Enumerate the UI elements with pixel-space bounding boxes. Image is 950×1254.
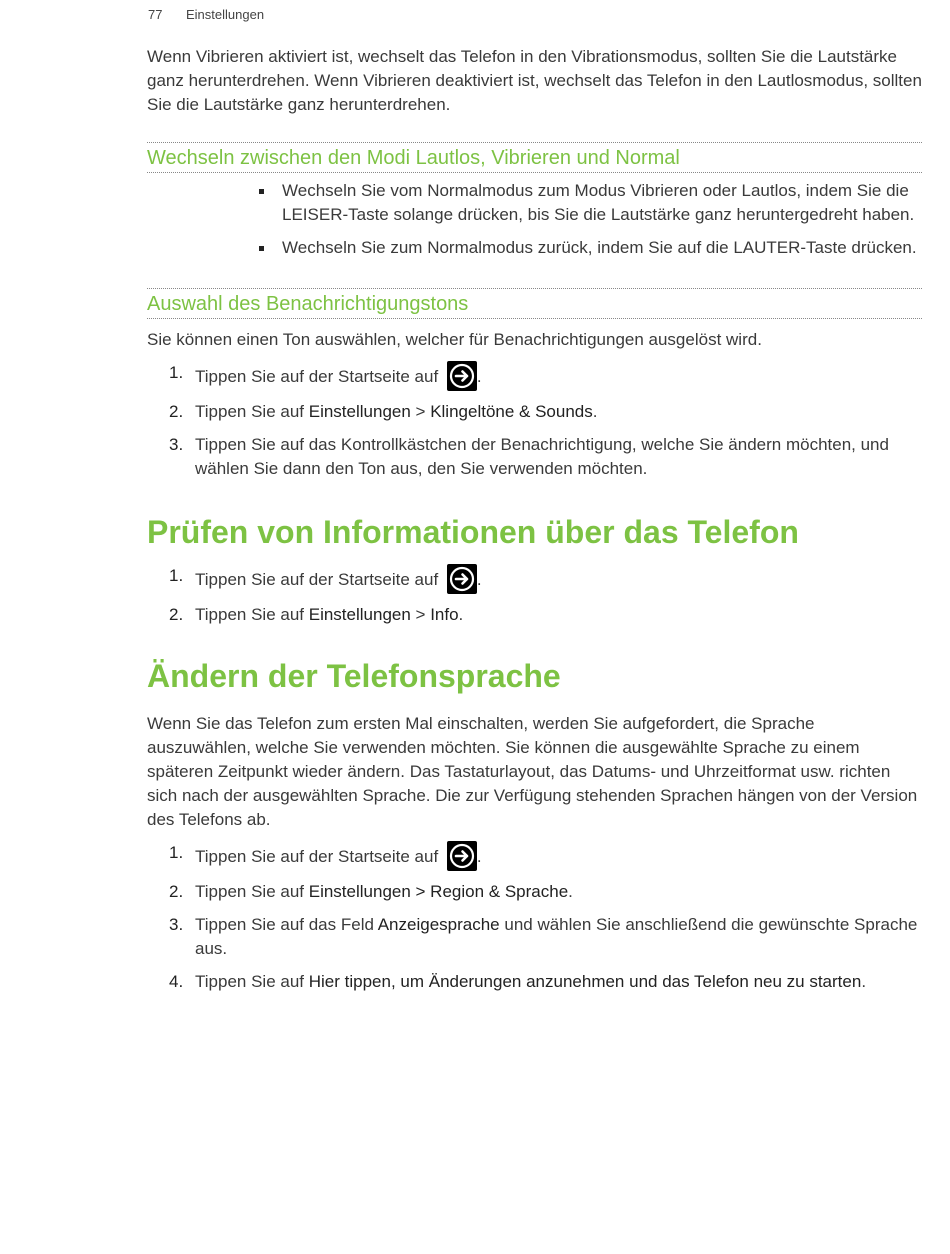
arrow-right-circle-icon <box>447 564 477 594</box>
step-text: . <box>592 402 598 421</box>
step-text-after: . <box>476 367 482 386</box>
step-number: 2. <box>169 882 184 901</box>
section1-title: Wechseln zwischen den Modi Lautlos, Vibrieren und Normal <box>147 142 922 173</box>
ui-label: Info <box>430 605 459 624</box>
step-text: und wählen Sie anschließend die gewünschte Sprache aus. <box>195 915 918 958</box>
step-text: Tippen Sie auf <box>195 882 309 901</box>
step-item <box>147 400 922 424</box>
step-text: Tippen Sie auf der Startseite auf <box>195 847 439 866</box>
step-text: . <box>458 605 464 624</box>
step-number: 3. <box>169 915 184 934</box>
bullet-item: Wechseln Sie zum Normalmodus zurück, indem Sie auf die LAUTER-Taste drücken. <box>282 236 922 260</box>
section3-steps <box>147 564 922 627</box>
step-text-after: . <box>476 570 482 589</box>
section2-intro: Sie können einen Ton auswählen, welcher für Benachrichtigungen ausgelöst wird. <box>147 330 762 349</box>
step-item <box>147 603 922 627</box>
page-header <box>148 7 264 22</box>
step-item <box>147 913 922 961</box>
ui-label: Klingeltöne & Sounds <box>430 402 593 421</box>
step-text: Tippen Sie auf der Startseite auf <box>195 570 439 589</box>
step-item <box>147 433 922 481</box>
step-number: 2. <box>169 402 184 421</box>
step-text: Tippen Sie auf <box>195 972 309 991</box>
ui-label: Anzeigesprache <box>377 915 500 934</box>
step-number: 1. <box>169 363 184 382</box>
step-text: . <box>568 882 573 901</box>
ui-label: Einstellungen <box>308 402 411 421</box>
step-number: 1. <box>169 843 184 862</box>
section2-title: Auswahl des Benachrichtigungstons <box>147 288 922 319</box>
step-number: 1. <box>169 566 184 585</box>
intro-paragraph: Wenn Vibrieren aktiviert ist, wechselt das Telefon in den Vibrationsmodus, sollten Sie die Lautstärke ganz herunterdrehen. Wenn Vibrieren deaktiviert ist, wechselt das Telefon in den Lautlosmodus, sollten Sie die Lautstärke ganz herunterdrehen. <box>147 47 922 114</box>
bullet-item: Wechseln Sie vom Normalmodus zum Modus Vibrieren oder Lautlos, indem Sie die LEISER-Taste solange drücken, bis Sie die Lautstärke ganz heruntergedreht haben. <box>282 179 922 227</box>
step-text: > <box>410 605 431 624</box>
step-number: 3. <box>169 435 184 454</box>
header-section: Einstellungen <box>186 7 265 22</box>
step-item <box>147 564 922 594</box>
arrow-right-circle-icon <box>447 361 477 391</box>
step-item <box>147 880 922 904</box>
step-number: 2. <box>169 605 184 624</box>
section4-title: Ändern der Telefonsprache <box>147 658 561 694</box>
step-text: . <box>861 972 867 991</box>
step-text: Tippen Sie auf der Startseite auf <box>195 367 439 386</box>
ui-label: Einstellungen > Region & Sprache <box>308 882 569 901</box>
section3-title: Prüfen von Informationen über das Telefon <box>147 514 799 550</box>
step-text-after: . <box>476 847 482 866</box>
ui-label: Hier tippen, um Änderungen anzunehmen und das Telefon neu zu starten <box>308 972 862 991</box>
section4-intro: Wenn Sie das Telefon zum ersten Mal einschalten, werden Sie aufgefordert, die Sprache auszuwählen, welche Sie verwenden möchten. Sie können die ausgewählte Sprache zu einem späteren Zeitpunkt wieder ändern. Das Tastaturlayout, das Datums- und Uhrzeitformat usw. richten sich nach der ausgewählten Sprache. Die zur Verfügung stehenden Sprachen hängen von der Version des Telefons ab. <box>147 714 918 829</box>
step-text: Tippen Sie auf das Kontrollkästchen der Benachrichtigung, welche Sie ändern möchten, und wählen Sie dann den Ton aus, den Sie verwenden möchten. <box>195 435 889 478</box>
arrow-right-circle-icon <box>447 841 477 871</box>
section4-steps <box>147 841 922 994</box>
step-item <box>147 841 922 871</box>
step-text: > <box>410 402 431 421</box>
step-item <box>147 970 922 994</box>
page-content <box>147 45 922 1003</box>
section2-steps <box>147 361 922 481</box>
step-text: Tippen Sie auf <box>195 402 309 421</box>
step-number: 4. <box>169 972 184 991</box>
step-text: Tippen Sie auf das Feld <box>195 915 378 934</box>
ui-label: Einstellungen <box>308 605 411 624</box>
step-item <box>147 361 922 391</box>
section1-bullets <box>147 179 922 260</box>
step-text: Tippen Sie auf <box>195 605 309 624</box>
page-number: 77 <box>148 7 163 22</box>
